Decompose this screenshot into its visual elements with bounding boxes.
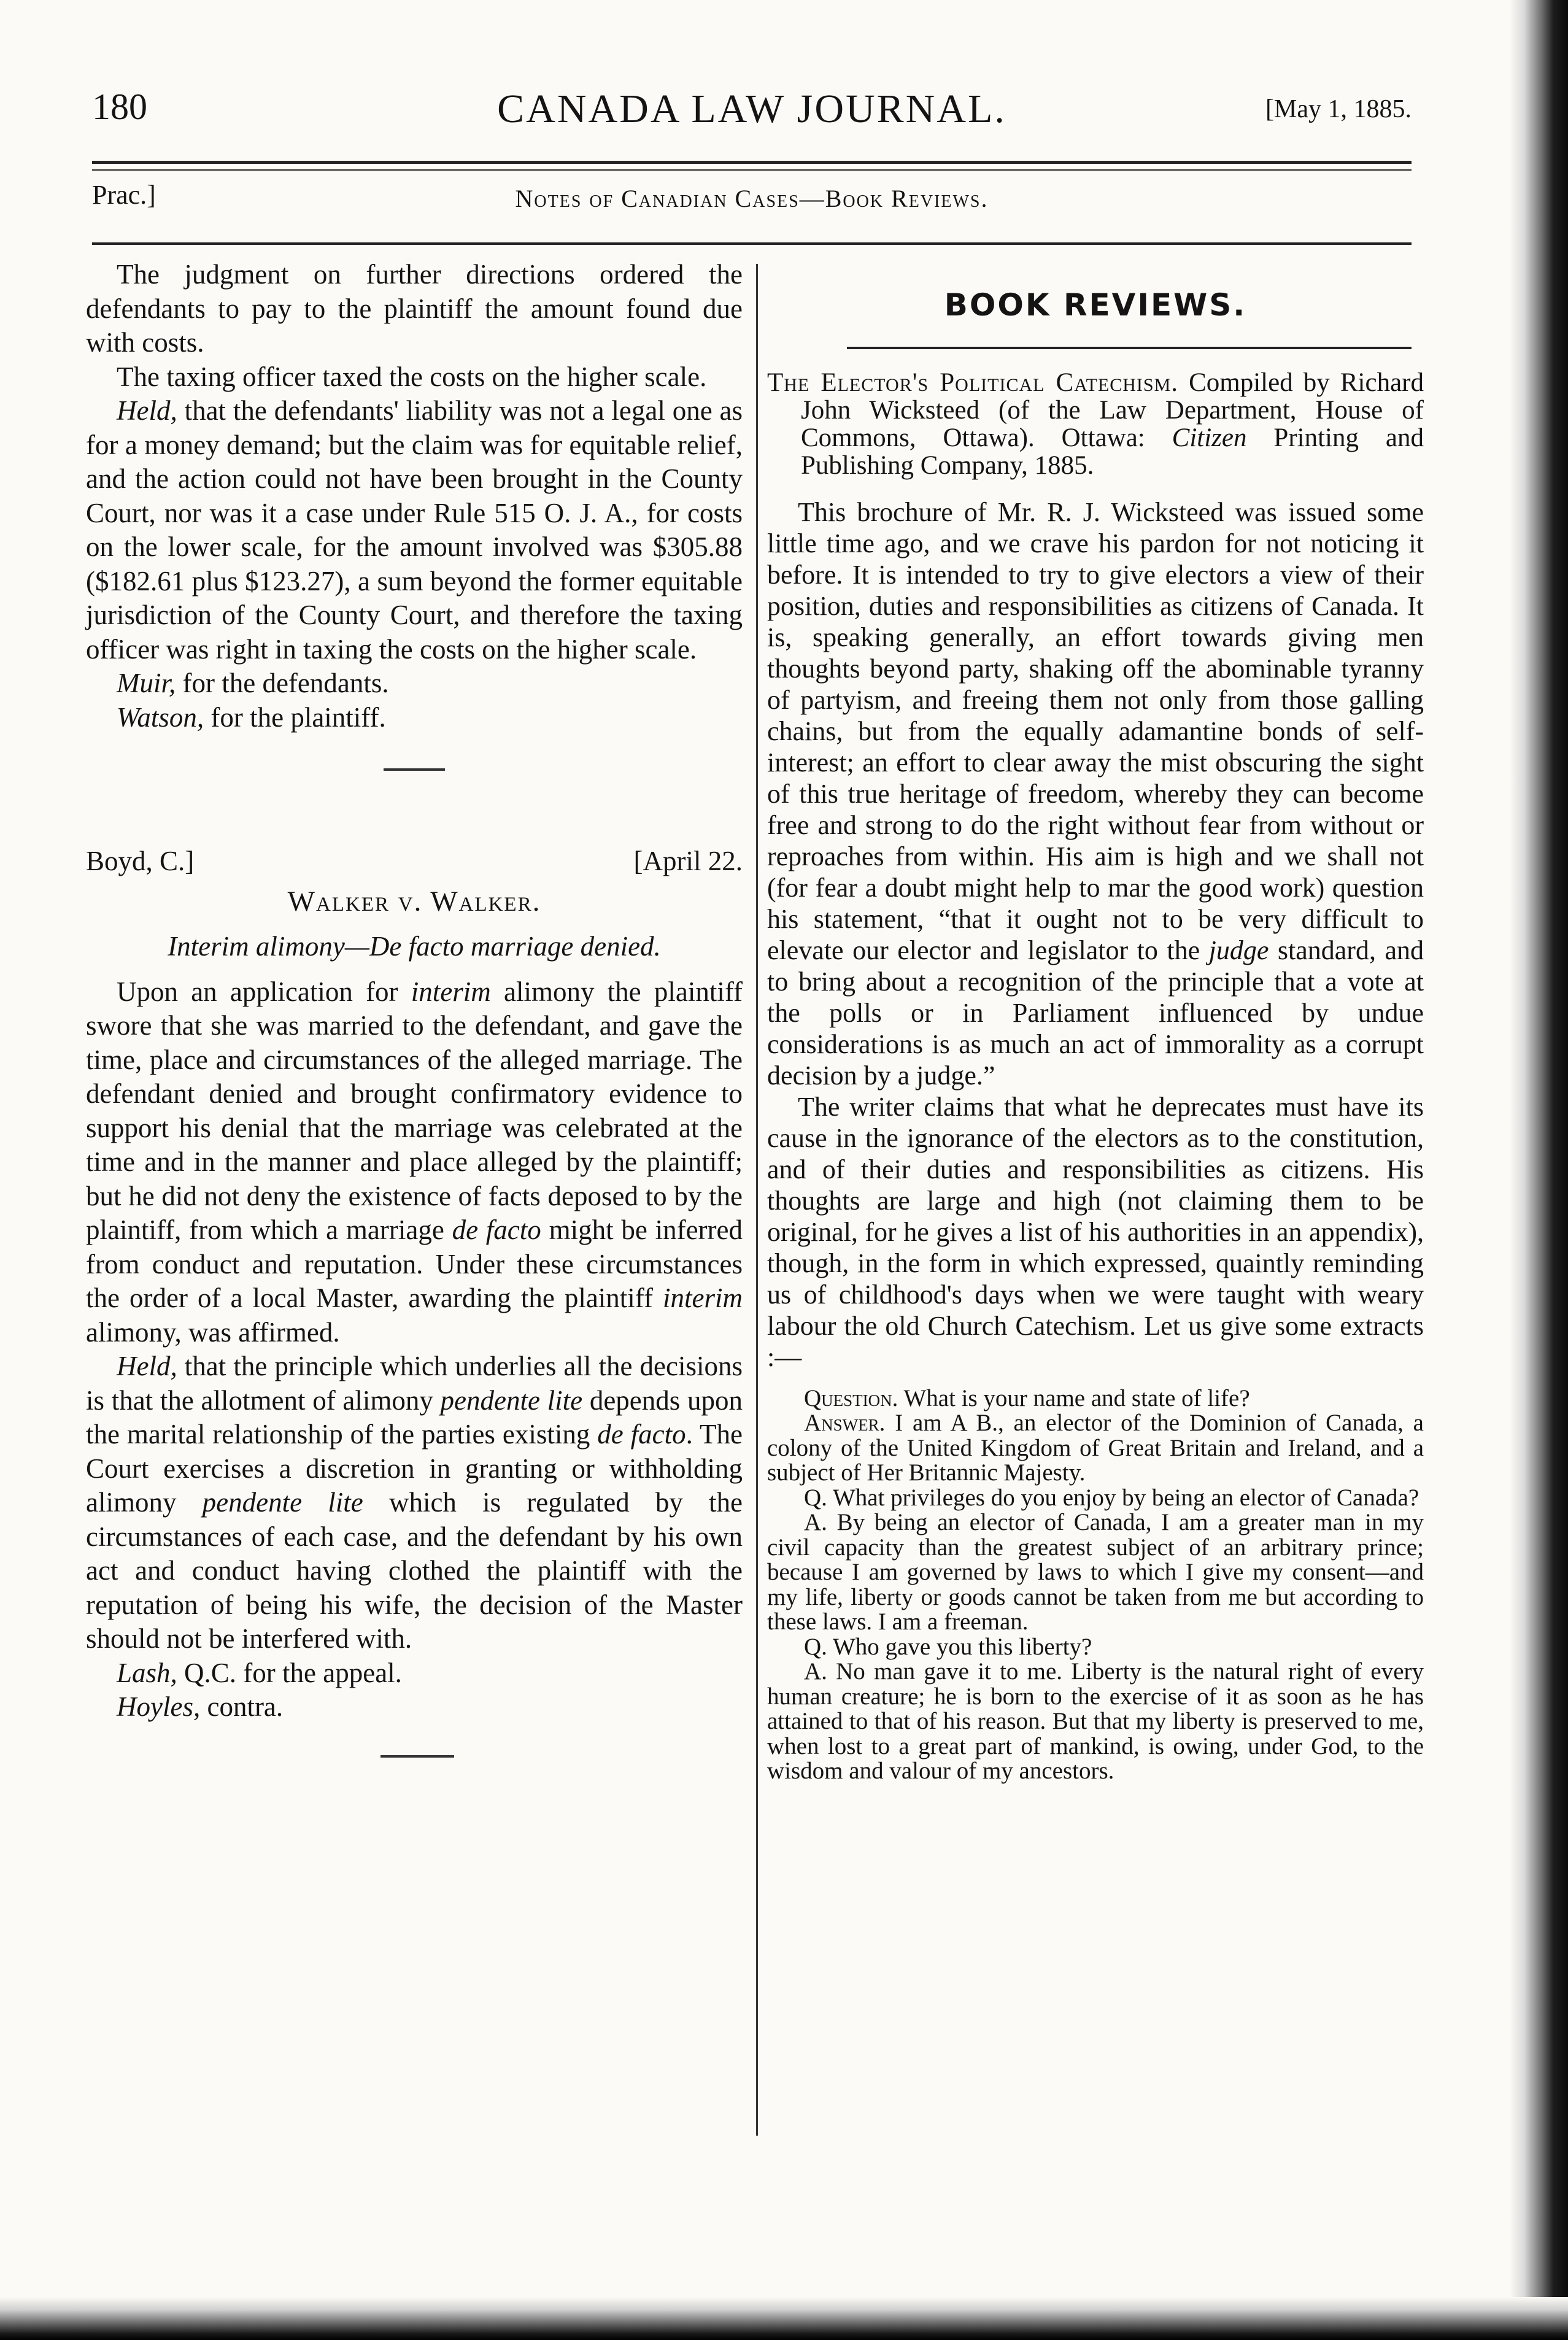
catechism-extracts bbox=[767, 1386, 1424, 1784]
case1-para2: The taxing officer taxed the costs on the higher scale. bbox=[117, 361, 707, 392]
text-run: alimony, was affirmed. bbox=[86, 1316, 340, 1348]
text-run: which is regulated by the circumstances of each case, and the defendant by his own act and conduct having clothed the plaintiff with the reputation of being his wife, the decision of the Master should not be interfered with. bbox=[86, 1487, 743, 1654]
case2-subtitle: Interim alimony—De facto marriage denied. bbox=[168, 931, 661, 962]
header-rule-bottom bbox=[92, 169, 1412, 171]
counsel-line bbox=[86, 666, 743, 701]
extract-q2: Q. What privileges do you enjoy by being an elector of Canada? bbox=[804, 1484, 1419, 1511]
italic-term: interim bbox=[411, 976, 491, 1007]
italic-term: pendente lite bbox=[440, 1384, 583, 1416]
review-para2: The writer claims that what he deprecates must have its cause in the ignorance of the electors as to the constitution, and of their duties and responsibilities as citizens. His thoughts are large and high (not claiming them to be original, for he gives a list of his authorities in an appendix), though, in the form in which expressed, quaintly reminding us of childhood's days when we were taught with weary labour the old Church Catechism. Let us give some extracts :— bbox=[767, 1091, 1424, 1372]
text-run: What is your name and state of life? bbox=[898, 1384, 1250, 1411]
case2-heading bbox=[86, 844, 743, 879]
left-column bbox=[86, 258, 743, 1758]
extract-gap bbox=[767, 1373, 1424, 1386]
review-para1 bbox=[767, 496, 1424, 1091]
text-run: I am A B., an elector of the Dominion of Canada, a colony of the United Kingdom of Great Britain and Ireland, and a subject of Her Britannic Majesty. bbox=[767, 1410, 1424, 1486]
case2-judge: Boyd, C.] bbox=[86, 846, 195, 876]
running-title: Notes of Canadian Cases—Book Reviews. bbox=[515, 185, 989, 212]
subheader-rule bbox=[92, 242, 1412, 245]
case2-date: [April 22. bbox=[633, 846, 743, 876]
counsel-name: Lash, bbox=[117, 1657, 177, 1688]
italic-term: Citizen bbox=[1172, 423, 1247, 452]
text-run: might be inferred from conduct and reputation. Under these circumstances the order of a local Master, awarding the plaintiff bbox=[86, 1214, 743, 1313]
text-run: . The Court exercises a discretion in granting or withholding alimony bbox=[86, 1419, 743, 1518]
running-header bbox=[92, 179, 1412, 222]
case1-para1: The judgment on further directions ordered the defendants to pay to the plaintiff the amount found due with costs. bbox=[86, 259, 743, 358]
italic-term: de facto bbox=[597, 1419, 686, 1450]
counsel-name: Muir, bbox=[117, 668, 176, 698]
held-label: Held, bbox=[117, 1351, 177, 1381]
column-divider bbox=[756, 264, 758, 2136]
journal-title: CANADA LAW JOURNAL. bbox=[497, 87, 1006, 131]
extract-a1 bbox=[767, 1411, 1424, 1486]
text-run: Compiled by Richard John Wicksteed (of the Law Department, House of Commons, Ottawa). Ottawa: bbox=[801, 368, 1424, 452]
extract-q1 bbox=[767, 1386, 1424, 1411]
text-run: Upon an application for bbox=[117, 976, 411, 1007]
counsel-name: Hoyles, bbox=[117, 1691, 201, 1722]
counsel-role: Q.C. for the appeal. bbox=[177, 1657, 402, 1688]
end-separator bbox=[380, 1755, 454, 1758]
case2-held bbox=[86, 1350, 743, 1656]
scan-edge-bottom bbox=[0, 2297, 1568, 2340]
case1-held bbox=[86, 394, 743, 666]
book-title: The Elector's Political Catechism. bbox=[767, 368, 1178, 397]
case2-title: Walker v. Walker. bbox=[287, 885, 541, 917]
page-header bbox=[92, 86, 1412, 147]
extract-a2: A. By being an elector of Canada, I am a greater man in my civil capacity than the greatest subject of an arbitrary prince; because I am governed by laws to which I give my consent—and my life, liberty or goods cannot be taken from me but according to these laws. I am a freeman. bbox=[767, 1509, 1424, 1635]
header-rule-top bbox=[92, 161, 1412, 164]
scan-edge-right bbox=[1510, 0, 1568, 2340]
extract-q3: Q. Who gave you this liberty? bbox=[804, 1633, 1092, 1660]
counsel-line bbox=[86, 1656, 743, 1691]
counsel-role: contra. bbox=[200, 1691, 284, 1722]
book-reviews-heading: BOOK REVIEWS. bbox=[944, 287, 1247, 323]
question-label: Question. bbox=[804, 1384, 898, 1411]
book-citation bbox=[767, 369, 1424, 479]
text-run: This brochure of Mr. R. J. Wicksteed was issued some little time ago, and we crave his pardon for not noticing it before. It is intended to try to give electors a view of their position, duties and responsibilities as citizens of Canada. It is, speaking generally, an effort towards giving men thoughts beyond party, shaking off the abominable tyranny of partyism, and freeing them not only from those galling chains, but from the equally adamantine bonds of self-interest; an effort to clear away the mist obscuring the sight of this true heritage of freedom, whereby they can become free and strong to do the right without fear from without or reproaches from within. His aim is high and we shall not (for fear a doubt might help to mar the good work) question his statement, “that it ought not to be very difficult to elevate our elector and legislator to the bbox=[767, 496, 1424, 965]
counsel-role: for the defendants. bbox=[176, 668, 389, 698]
counsel-name: Watson, bbox=[117, 701, 204, 733]
held-text: that the defendants' liability was not a legal one as for a money demand; but the claim was for equitable relief, and the action could not have been brought in the County Court, nor was it a case under Rule 515 O. J. A., for costs on the lower scale, for the amount involved was $305.88 ($182.61 plus $123.27), a sum beyond the former equitable jurisdiction of the County Court, and therefore the taxing officer was right in taxing the costs on the higher scale. bbox=[86, 395, 743, 665]
answer-label: Answer. bbox=[804, 1410, 886, 1436]
text-run: alimony the plaintiff swore that she was married to the defendant, and gave the time, place and circumstances of the alleged marriage. The defendant denied and brought confirmatory evidence to support his denial that the marriage was celebrated at the time and in the manner and place alleged by the plaintiff; but he did not deny the existence of facts deposed to by the plaintiff, from which a marriage bbox=[86, 976, 743, 1245]
text-run: that the principle which underlies all the decisions is that the allotment of alimony bbox=[86, 1351, 743, 1416]
text-run: Printing and Publishing Company, 1885. bbox=[801, 423, 1424, 480]
italic-term: pendente lite bbox=[202, 1487, 363, 1518]
page-number: 180 bbox=[92, 87, 147, 127]
italic-term: interim bbox=[663, 1283, 743, 1313]
counsel-line bbox=[86, 701, 743, 735]
counsel-role: for the plaintiff. bbox=[204, 701, 386, 733]
italic-term: judge bbox=[1208, 935, 1269, 965]
issue-date: [May 1, 1885. bbox=[1265, 95, 1412, 123]
case-separator bbox=[384, 768, 445, 771]
text-run: standard, and to bring about a recognition of the principle that a vote at the polls or in Parliament influenced by undue considerations is as much an act of immorality as a corrupt decision by a judge.” bbox=[767, 935, 1424, 1091]
right-column bbox=[767, 288, 1424, 1784]
italic-term: de facto bbox=[452, 1214, 541, 1245]
extract-a3: A. No man gave it to me. Liberty is the natural right of every human creature; he is born to the exercise of it as soon as he has attained to that of his reason. But that my liberty is preserved to me, when lost to a great part of mankind, is owing, under God, to the wisdom and valour of my ancestors. bbox=[767, 1658, 1424, 1784]
held-label: Held, bbox=[117, 395, 177, 426]
case2-para1 bbox=[86, 975, 743, 1350]
counsel-line bbox=[86, 1690, 743, 1724]
text-run: depends upon the marital relationship of the parties existing bbox=[86, 1384, 743, 1450]
section-label: Prac.] bbox=[92, 180, 156, 210]
